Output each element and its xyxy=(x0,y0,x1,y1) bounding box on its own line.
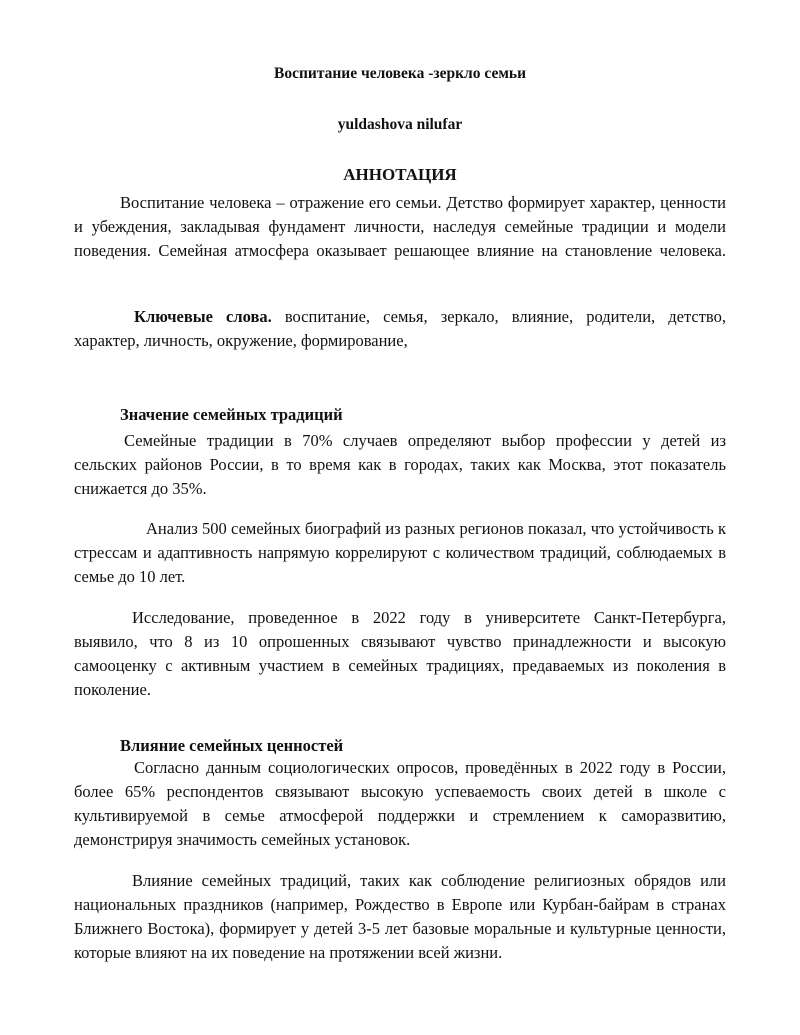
paragraph-values-1: Согласно данным социологических опросов, проведённых в 2022 году в России, более 65% респондентов связывают высокую успеваемость своих детей в школе с культивируемой в семье атмосферой поддержки и стремлением к саморазвитию, демонстрируя значимость семейных установок. xyxy=(74,758,726,849)
annotation-text: Воспитание человека – отражение его семьи. Детство формирует характер, ценности и убеждения, закладывая фундамент личности, наследуя семейные традиции и модели поведения. Семейная атмосфера оказывает решающее влияние на становление человека. xyxy=(74,193,726,260)
document-title: Воспитание человека -зеркло семьи xyxy=(273,65,527,82)
annotation-heading: АННОТАЦИЯ xyxy=(343,165,457,184)
paragraph-traditions-2: Анализ 500 семейных биографий из разных регионов показал, что устойчивость к стрессам и адаптивность напрямую коррелируют с количеством традиций, соблюдаемых в семье до 10 лет. xyxy=(74,519,726,586)
keywords-text: воспитание, семья, зеркало, влияние, родители, детство, характер, личность, окружение, формирование, xyxy=(74,307,726,350)
section-heading-traditions: Значение семейных традиций xyxy=(120,405,343,424)
keywords-label: Ключевые слова. xyxy=(134,307,272,326)
paragraph-traditions-3: Исследование, проведенное в 2022 году в университете Санкт-Петербурга, выявило, что 8 из 10 опрошенных связывают чувство принадлежности и высокую самооценку с активным участием в семейных традициях, предаваемых из поколения в поколение. xyxy=(74,608,726,699)
paragraph-traditions-1: Семейные традиции в 70% случаев определяют выбор профессии у детей из сельских районов России, в то время как в городах, таких как Москва, этот показатель снижается до 35%. xyxy=(74,431,726,498)
section-heading-values: Влияние семейных ценностей xyxy=(120,736,344,755)
paragraph-values-2: Влияние семейных традиций, таких как соблюдение религиозных обрядов или национальных праздников (например, Рождество в Европе или Курбан-байрам в странах Ближнего Востока), формирует у детей 3-5 лет базовые моральные и культурные ценности, которые влияют на их поведение на протяжении всей жизни. xyxy=(74,871,726,962)
keywords-paragraph xyxy=(74,305,726,353)
author-name: yuldashova nilufar xyxy=(337,116,463,133)
